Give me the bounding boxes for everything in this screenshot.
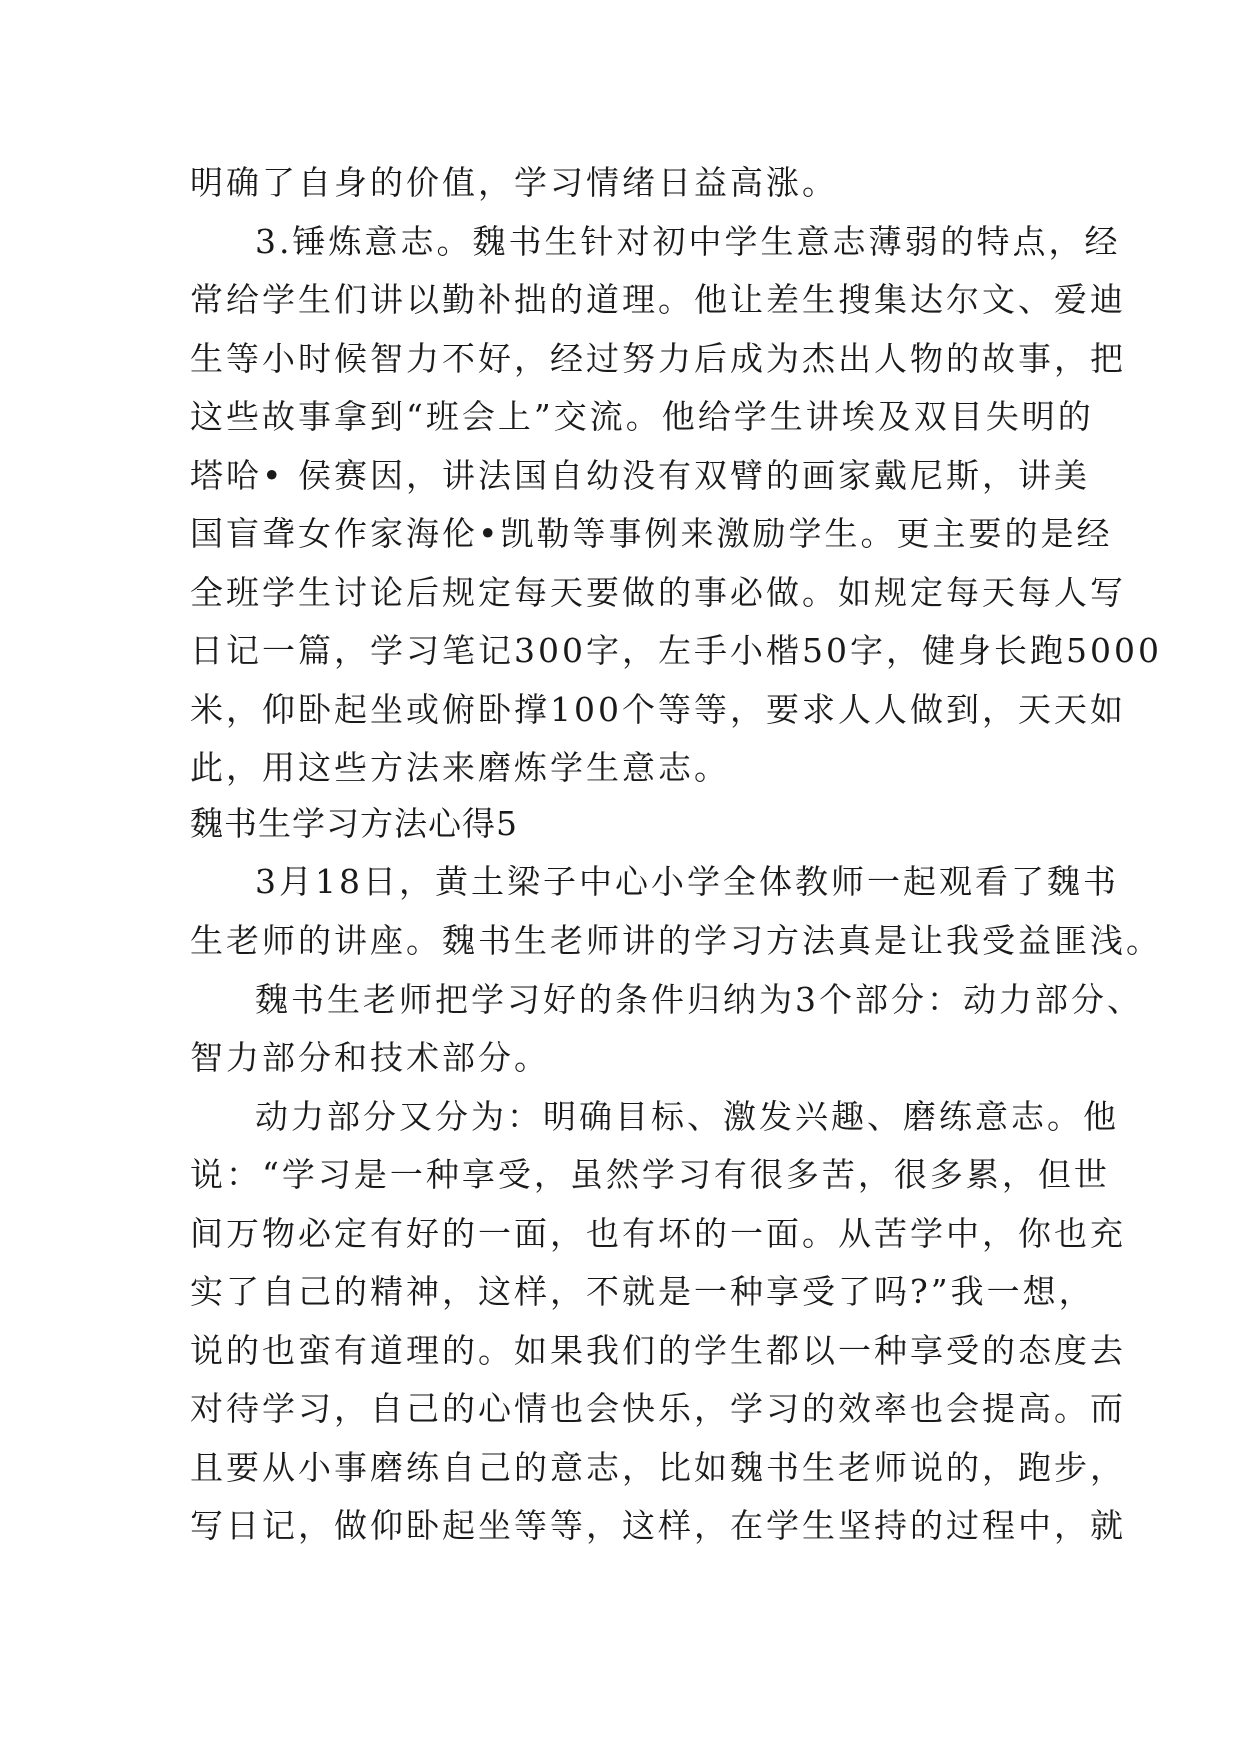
text-line: 明确了自身的价值，学习情绪日益高涨。 — [190, 163, 838, 202]
text-line: 日记一篇，学习笔记300字，左手小楷50字，健身长跑5000 — [190, 631, 1162, 670]
paragraph-start-line: 魏书生老师把学习好的条件归纳为3个部分：动力部分、 — [255, 980, 1143, 1019]
text-line: 生老师的讲座。魏书生老师讲的学习方法真是让我受益匪浅。 — [190, 921, 1162, 960]
paragraph-start-line: 3月18日，黄土梁子中心小学全体教师一起观看了魏书 — [255, 862, 1119, 901]
text-line: 米，仰卧起坐或俯卧撑100个等等，要求人人做到，天天如 — [190, 690, 1126, 729]
text-line: 间万物必定有好的一面，也有坏的一面。从苦学中，你也充 — [190, 1214, 1126, 1253]
text-line: 智力部分和技术部分。 — [190, 1038, 550, 1077]
text-line: 生等小时候智力不好，经过努力后成为杰出人物的故事，把 — [190, 339, 1126, 378]
paragraph-start-line: 动力部分又分为：明确目标、激发兴趣、磨练意志。他 — [255, 1097, 1119, 1136]
text-line: 国盲聋女作家海伦•凯勒等事例来激励学生。更主要的是经 — [190, 514, 1113, 553]
text-line: 这些故事拿到“班会上”交流。他给学生讲埃及双目失明的 — [190, 397, 1094, 436]
text-line: 实了自己的精神，这样，不就是一种享受了吗?”我一想， — [190, 1272, 1095, 1311]
text-line: 说：“学习是一种享受，虽然学习有很多苦，很多累，但世 — [190, 1155, 1110, 1194]
text-line: 说的也蛮有道理的。如果我们的学生都以一种享受的态度去 — [190, 1331, 1126, 1370]
text-line: 全班学生讨论后规定每天要做的事必做。如规定每天每人写 — [190, 573, 1126, 612]
text-line: 写日记，做仰卧起坐等等，这样，在学生坚持的过程中，就 — [190, 1506, 1126, 1545]
section-heading: 魏书生学习方法心得5 — [190, 804, 518, 843]
text-line: 此，用这些方法来磨炼学生意志。 — [190, 748, 730, 787]
text-line: 塔哈• 侯赛因，讲法国自幼没有双臂的画家戴尼斯，讲美 — [190, 456, 1090, 495]
text-line: 且要从小事磨练自己的意志，比如魏书生老师说的，跑步， — [190, 1448, 1126, 1487]
paragraph-start-line: 3.锤炼意志。魏书生针对初中学生意志薄弱的特点，经 — [255, 222, 1121, 261]
text-line: 对待学习，自己的心情也会快乐，学习的效率也会提高。而 — [190, 1389, 1126, 1428]
text-line: 常给学生们讲以勤补拙的道理。他让差生搜集达尔文、爱迪 — [190, 280, 1126, 319]
